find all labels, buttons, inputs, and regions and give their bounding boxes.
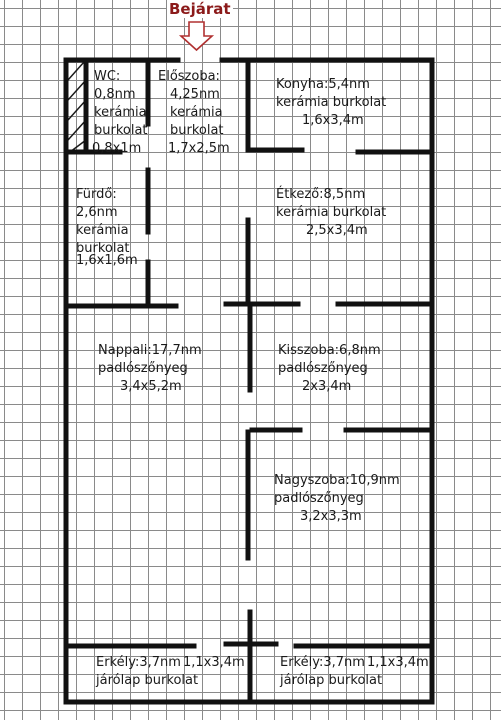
eloszoba-name: Előszoba: — [158, 69, 220, 84]
erkely-right-dims: 1,1x3,4m — [366, 655, 429, 670]
room-label-nappali — [98, 342, 202, 396]
etkezo-finish: kerámia burkolat — [276, 205, 387, 220]
room-label-etkezo — [276, 186, 386, 240]
eloszoba-area: 4,25nm — [170, 87, 220, 102]
konyha-dims: 1,6x3,4m — [302, 113, 364, 128]
wc-hatch-pattern — [68, 62, 86, 152]
room-label-konyha — [276, 76, 386, 130]
nappali-finish: padlószőnyeg — [98, 361, 188, 376]
room-label-eloszoba — [158, 68, 230, 158]
konyha-finish: kerámia burkolat — [276, 95, 387, 110]
furdo-finish-1: kerámia — [76, 223, 129, 238]
eloszoba-finish-2: burkolat — [170, 123, 224, 138]
wc-finish-2: burkolat — [94, 123, 148, 138]
erkely-right-name: Erkély:3,7nm — [280, 655, 365, 670]
eloszoba-dims: 1,7x2,5m — [168, 141, 230, 156]
konyha-name: Konyha:5,4nm — [276, 77, 370, 92]
room-label-erkely-right — [280, 654, 429, 690]
erkely-left-name: Erkély:3,7nm — [96, 655, 181, 670]
etkezo-dims: 2,5x3,4m — [306, 223, 368, 238]
etkezo-name: Étkező:8,5nm — [276, 187, 366, 202]
furdo-name: Fürdő: — [76, 187, 117, 202]
nagyszoba-finish: padlószőnyeg — [274, 491, 364, 506]
kisszoba-finish: padlószőnyeg — [278, 361, 368, 376]
erkely-right-finish: járólap burkolat — [280, 673, 383, 688]
entrance-arrow-icon — [181, 22, 212, 50]
wc-name: WC: — [94, 69, 121, 84]
room-label-kisszoba — [278, 342, 381, 396]
room-label-furdo — [76, 186, 138, 270]
entrance-label: Bejárat — [169, 0, 231, 18]
room-label-wc — [94, 68, 148, 158]
nagyszoba-name: Nagyszoba:10,9nm — [274, 473, 400, 488]
room-label-nagyszoba — [274, 472, 400, 526]
erkely-left-finish: járólap burkolat — [96, 673, 199, 688]
furdo-dims: 1,6x1,6m — [76, 253, 138, 268]
nagyszoba-dims: 3,2x3,3m — [300, 509, 362, 524]
eloszoba-finish-1: kerámia — [170, 105, 223, 120]
wc-finish-1: kerámia — [94, 105, 147, 120]
wc-area: 0,8nm — [94, 87, 136, 102]
furdo-finish-2: burkolat — [76, 241, 130, 256]
erkely-left-dims: 1,1x3,4m — [182, 655, 245, 670]
nappali-name: Nappali:17,7nm — [98, 343, 202, 358]
kisszoba-name: Kisszoba:6,8nm — [278, 343, 381, 358]
furdo-area: 2,6nm — [76, 205, 118, 220]
kisszoba-dims: 2x3,4m — [302, 379, 352, 394]
room-label-erkely-left — [96, 654, 245, 690]
wc-dims: 0,8x1m — [92, 141, 142, 156]
nappali-dims: 3,4x5,2m — [120, 379, 182, 394]
